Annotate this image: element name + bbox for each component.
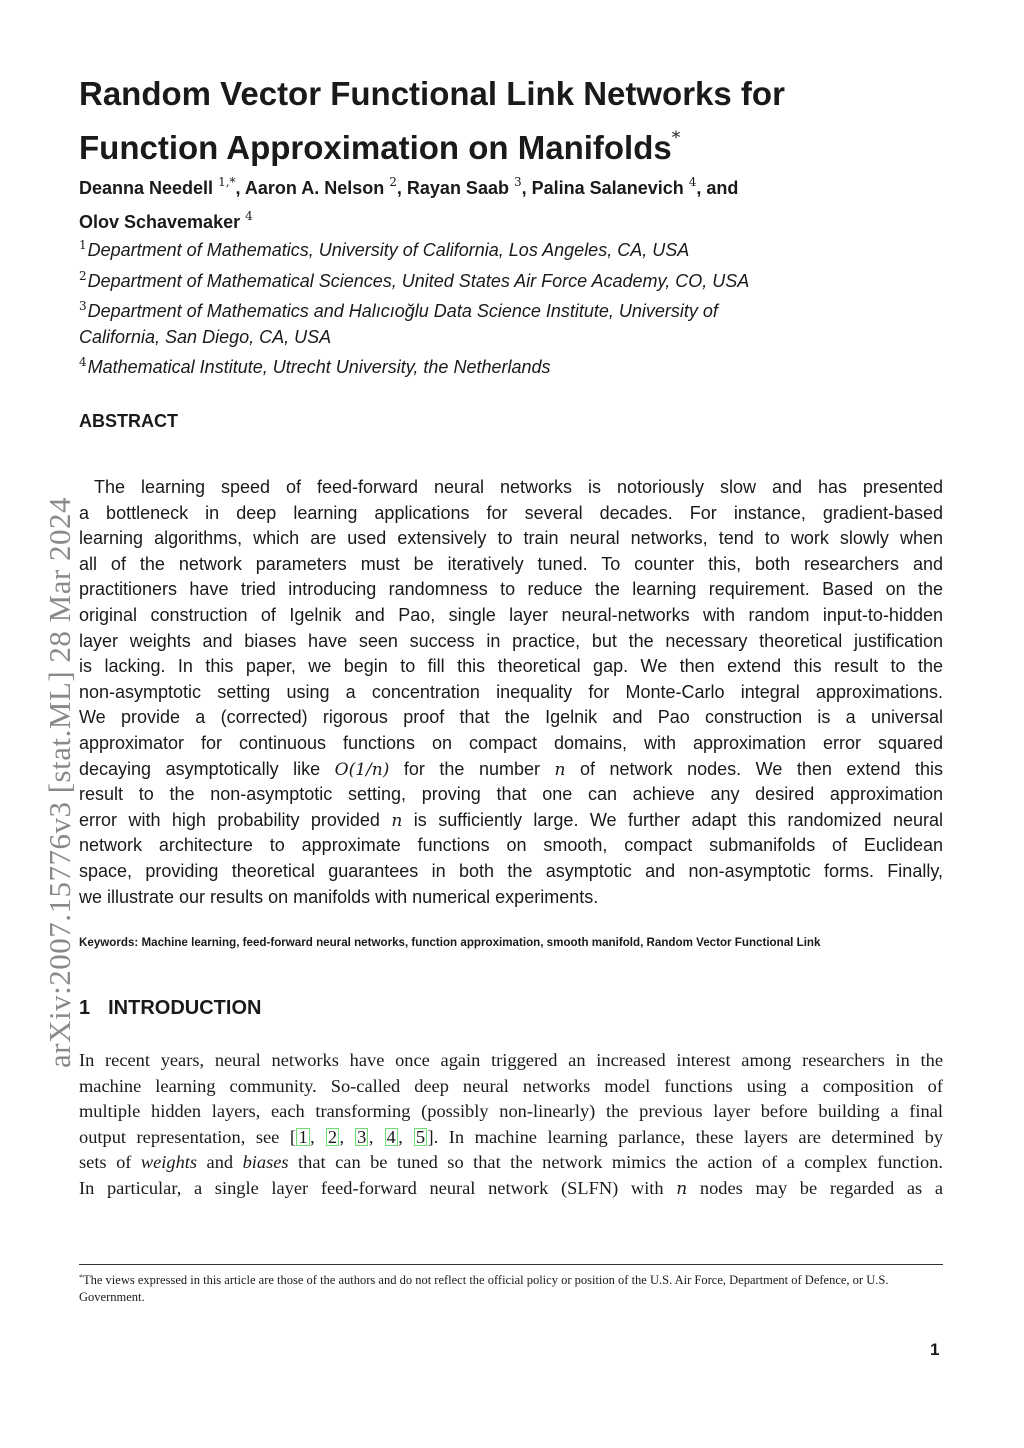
footnote-divider [79,1264,943,1265]
keywords: Keywords: Machine learning, feed-forward neural networks, function approximation, smooth manifold, Random Vector Functional Link [79,936,821,949]
body-line [79,1176,943,1202]
title-line-2-text: Function Approximation on Manifolds [79,129,672,166]
author-list [79,168,959,236]
page-number: 1 [930,1340,940,1359]
abstract-line [79,757,943,783]
abstract-text-run: is sufficiently large. We further adapt this randomized neural [402,809,943,830]
author-name: Aaron A. Nelson [244,178,385,198]
author-line-1: Deanna Needell $^{1,*}$, Aaron A. Nelson $^2$, Rayan Saab $^3$, Palina Salanevich $^4$, and [79,175,739,198]
introduction-paragraph [79,1048,943,1202]
emphasis-biases: biases [242,1152,289,1173]
abstract-line: approximator for continuous functions on compact domains, with approximation error squared [79,732,943,753]
citation-link[interactable]: 1 [298,1126,308,1147]
abstract-line: practitioners have tried introducing randomness to reduce the learning requirement. Based on the [79,579,943,600]
abstract-line: is lacking. In this paper, we begin to fill this theoretical gap. We then extend this result to the [79,656,943,677]
abstract-text-run: decaying asymptotically like [79,758,335,779]
body-line: machine learning community. So-called deep neural networks model functions using a composition of [79,1075,943,1096]
footnote-text: The views expressed in this article are those of the authors and do not reflect the official policy or position of the U.S. Air Force, Department of Defence, or U.S. Government. [79,1273,889,1304]
affiliation-text: Department of Mathematical Sciences, United States Air Force Academy, CO, USA [87,270,750,291]
affiliation-item [79,264,959,295]
author-line-2 [79,202,959,236]
math-variable: n [554,759,566,780]
affiliation-continuation: California, San Diego, CA, USA [79,326,332,347]
abstract-line: We provide a (corrected) rigorous proof that the Igelnik and Pao construction is a universal [79,707,943,728]
body-text-run: In particular, a single layer feed-forward neural network (SLFN) with [79,1177,677,1198]
body-line [79,1150,943,1176]
abstract-heading: ABSTRACT [79,411,178,431]
body-text-run: that can be tuned so that the network mimics the action of a complex function. [288,1152,943,1173]
abstract-line: we illustrate our results on manifolds with numerical experiments. [79,886,599,907]
abstract-line: The learning speed of feed-forward neural networks is notoriously slow and has presented [94,477,943,497]
author-name: Rayan Saab [406,178,509,198]
math-variable: n [676,1178,688,1199]
affiliation-number: 1 [79,238,87,252]
abstract-text-run: for the number [389,758,555,779]
author-name: Palina Salanevich [531,178,684,198]
affiliation-item [79,233,959,264]
footnote-mark: * [79,1273,83,1282]
body-text-run: sets of [79,1152,141,1173]
abstract-line: learning algorithms, which are used extensively to train neural networks, tend to work slowly when [79,528,943,549]
abstract-line: non-asymptotic setting using a concentration inequality for Monte-Carlo integral approximations. [79,681,943,702]
title-line-2 [79,116,959,170]
affiliation-number: 2 [79,268,87,283]
body-line: multiple hidden layers, each transforming (possibly non-linearly) the previous layer before building a final [79,1101,943,1122]
abstract-line: original construction of Igelnik and Pao, single layer neural-networks with random input-to-hidden [79,604,943,625]
affiliation-text: Department of Mathematics, University of California, Los Angeles, CA, USA [87,240,690,260]
title-line-1: Random Vector Functional Link Networks for [79,75,785,112]
math-expression: O(1/n) [334,759,390,780]
body-line: output representation, see [ 1 , 2 , 3 , 4 , 5 ]. In machine learning parlance, these layers are determined by [79,1126,944,1147]
abstract-text-run: error with high probability provided [79,809,392,830]
section-heading-introduction [79,997,261,1020]
citation-link[interactable]: 4 [386,1126,396,1147]
author-name: Deanna Needell [79,178,214,198]
author-affiliation-mark: 1,* [218,175,236,189]
body-text-run: and [197,1152,243,1173]
citation-link[interactable]: 3 [357,1126,367,1147]
author-conjunction: , and [696,178,739,198]
section-title: INTRODUCTION [108,997,262,1019]
abstract-line: result to the non-asymptotic setting, proving that one can achieve any desired approximation [79,784,943,805]
arxiv-identifier: arXiv:2007.15776v3 [stat.ML] 28 Mar 2024 [42,496,77,1068]
affiliation-text: Department of Mathematics and Halıcıoğlu Data Science Institute, University of [87,301,718,321]
abstract-line: all of the network parameters must be iteratively tuned. To counter this, both researchers and [79,553,943,574]
affiliation-list [79,233,959,381]
body-text-run: ]. In machine learning parlance, these layers are determined by [427,1126,944,1147]
author-name: Olov Schavemaker [79,212,241,232]
emphasis-weights: weights [140,1152,198,1173]
author-affiliation-mark: 2 [389,175,397,189]
author-affiliation-mark: 3 [513,175,522,189]
abstract-line: a bottleneck in deep learning applications for several decades. For instance, gradient-based [79,502,943,523]
math-variable: n [391,810,403,831]
paper-title [79,72,959,170]
affiliation-text: Mathematical Institute, Utrecht University, the Netherlands [87,357,551,377]
citation-link[interactable]: 5 [415,1126,426,1147]
author-affiliation-mark: 4 [688,175,697,189]
section-number: 1 [79,997,91,1019]
body-text-run: nodes may be regarded as a [687,1177,943,1198]
affiliation-number: 4 [79,355,87,369]
author-affiliation-mark: 4 [245,209,253,223]
affiliation-number: 3 [79,299,87,313]
affiliation-item [79,294,959,325]
abstract-line: network architecture to approximate functions on smooth, compact submanifolds of Euclidean [79,835,943,856]
citation-link[interactable]: 2 [327,1126,338,1147]
abstract-text [79,475,943,910]
body-text-run: output representation, see [ [79,1126,296,1147]
body-line: In recent years, neural networks have once again triggered an increased interest among researchers in the [79,1050,943,1070]
abstract-text-run: of network nodes. We then extend this [565,758,943,779]
abstract-line [79,808,943,834]
abstract-line: space, providing theoretical guarantees in both the asymptotic and non-asymptotic forms. Finally, [79,860,943,881]
title-footnote-mark: * [671,128,681,148]
affiliation-item [79,350,959,381]
abstract-line: layer weights and biases have seen success in practice, but the necessary theoretical justification [79,630,943,651]
footnote [79,1269,943,1306]
